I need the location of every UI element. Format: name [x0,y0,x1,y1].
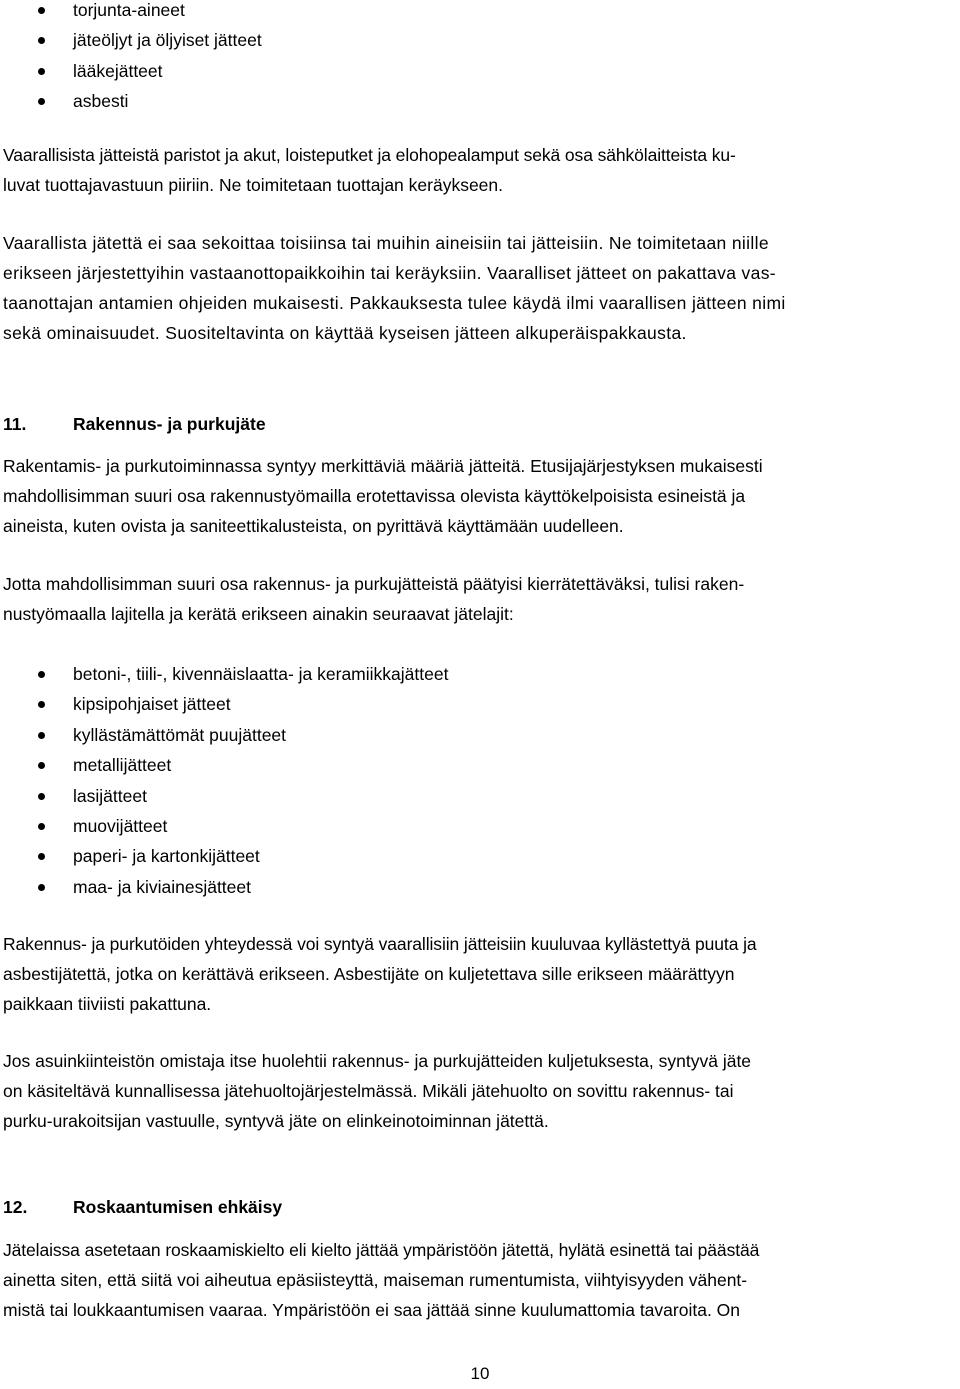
bullet-icon [38,98,45,105]
bullet-icon [38,732,45,739]
list-item-text: jäteöljyt ja öljyiset jätteet [73,30,262,51]
list-item-text: lääkejätteet [73,60,163,81]
section-number: 11. [3,414,27,434]
list-item-text: lasijätteet [73,785,147,806]
paragraph-line: mahdollisimman suuri osa rakennustyömailla erotettavissa olevista käyttökelpoisista esineistä ja [3,486,746,506]
paragraph-line: mistä tai loukkaantumisen vaaraa. Ympäristöön ei saa jättää sinne kuulumattomia tavaroita. On [3,1300,741,1320]
paragraph-line: Jotta mahdollisimman suuri osa rakennus- ja purkujätteistä päätyisi kierrätettäväksi, tulisi raken- [3,574,745,594]
paragraph-line: Jos asuinkiinteistön omistaja itse huolehtii rakennus- ja purkujätteiden kuljetuksesta, syntyvä jäte [3,1051,752,1071]
bullet-icon [38,7,45,14]
list-item-text: kyllästämättömät puujätteet [73,724,287,745]
list-item-text: paperi- ja kartonkijätteet [73,846,260,867]
paragraph-line: luvat tuottajavastuun piiriin. Ne toimitetaan tuottajan keräykseen. [3,175,504,195]
bullet-icon [38,671,45,678]
bullet-icon [38,884,45,891]
bullet-icon [38,793,45,800]
list-item-text: muovijätteet [73,816,168,836]
paragraph-line: ainetta siten, että siitä voi aiheutua epäsiisteyttä, maiseman rumentumista, viihtyisyyden vähent- [3,1270,748,1290]
list-item-text: kipsipohjaiset jätteet [73,694,231,715]
bullet-icon [38,701,45,708]
list-item-text: torjunta-aineet [73,0,185,20]
section-title: Rakennus- ja purkujäte [73,414,266,434]
paragraph-line: Jätelaissa asetetaan roskaamiskielto eli kielto jättää ympäristöön jätettä, hylätä esinettä tai päästää [3,1240,760,1260]
bullet-icon [38,823,45,830]
bullet-icon [38,68,45,75]
paragraph-line: aineista, kuten ovista ja saniteettikalusteista, on pyrittävä käyttämään uudelleen. [3,516,624,536]
paragraph-line: taanottajan antamien ohjeiden mukaisesti. Pakkauksesta tulee käydä ilmi vaarallisen jätteen nimi [3,293,786,313]
bullet-icon [38,37,45,44]
bullet-icon [38,762,45,769]
paragraph-line: erikseen järjestettyihin vastaanottopaikkoihin tai keräyksiin. Vaaralliset jätteet on pakattava vas- [3,263,776,283]
list-item-text: betoni-, tiili-, kivennäislaatta- ja keramiikkajätteet [73,664,449,684]
paragraph-line: Vaarallisista jätteistä paristot ja akut, loisteputket ja elohopealamput sekä osa sähkölaitteista ku- [3,145,736,165]
section-title: Roskaantumisen ehkäisy [73,1197,283,1217]
list-item-text: metallijätteet [73,755,172,776]
paragraph-line: Rakentamis- ja purkutoiminnassa syntyy merkittäviä määriä jätteitä. Etusijajärjestyksen mukaisesti [3,456,763,476]
page-number: 10 [470,1364,490,1383]
list-item-text: maa- ja kiviainesjätteet [73,876,251,897]
paragraph-line: Vaarallista jätettä ei saa sekoittaa toisiinsa tai muihin aineisiin tai jätteisiin. Ne toimitetaan niille [3,233,769,253]
paragraph-line: sekä ominaisuudet. Suositeltavinta on käyttää kyseisen jätteen alkuperäispakkausta. [3,323,687,343]
paragraph-line: paikkaan tiiviisti pakattuna. [3,994,212,1014]
paragraph-line: purku-urakoitsijan vastuulle, syntyvä jäte on elinkeinotoiminnan jätettä. [3,1111,549,1131]
paragraph-line: Rakennus- ja purkutöiden yhteydessä voi syntyä vaarallisiin jätteisiin kuuluvaa kyllästettyä puuta ja [3,934,757,954]
paragraph-line: on käsiteltävä kunnallisessa jätehuoltojärjestelmässä. Mikäli jätehuolto on sovittu rakennus- tai [3,1081,734,1101]
paragraph-line: nustyömaalla lajitella ja kerätä erikseen ainakin seuraavat jätelajit: [3,604,514,624]
section-number: 12. [3,1197,28,1217]
paragraph-line: asbestijätettä, jotka on kerättävä erikseen. Asbestijäte on kuljetettava sille erikseen määrättyyn [3,964,735,984]
list-item-text: asbesti [73,91,129,112]
bullet-icon [38,853,45,860]
